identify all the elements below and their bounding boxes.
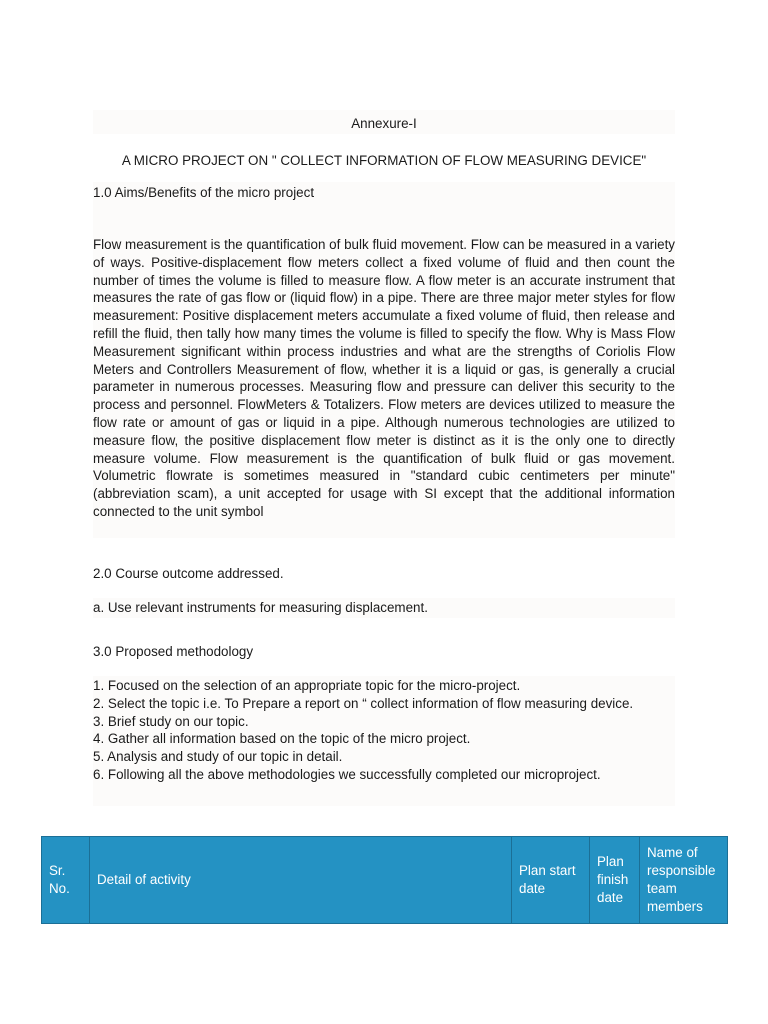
activity-table <box>41 836 728 924</box>
methodology-step: 4. Gather all information based on the topic of the micro project. <box>93 731 471 747</box>
methodology-step: 5. Analysis and study of our topic in detail. <box>93 749 343 765</box>
annexure-label: Annexure-I <box>351 116 417 131</box>
header-plan-finish-date: Plan finish date <box>590 837 640 924</box>
activity-table-header-row <box>42 837 728 924</box>
methodology-step: 6. Following all the above methodologies we successfully completed our microproject. <box>93 766 601 782</box>
section2-outcome: a. Use relevant instruments for measuring displacement. <box>93 600 428 615</box>
section1-heading: 1.0 Aims/Benefits of the micro project <box>93 185 315 200</box>
methodology-step: 2. Select the topic i.e. To Prepare a report on “ collect information of flow measuring device. <box>93 695 634 711</box>
section3-heading: 3.0 Proposed methodology <box>93 644 254 659</box>
methodology-step: 3. Brief study on our topic. <box>93 713 249 729</box>
document-title: A MICRO PROJECT ON " COLLECT INFORMATION OF FLOW MEASURING DEVICE" <box>121 153 647 168</box>
section2-heading: 2.0 Course outcome addressed. <box>93 566 284 581</box>
header-detail-of-activity: Detail of activity <box>90 837 512 924</box>
header-responsible-members: Name of responsible team members <box>640 837 728 924</box>
methodology-list <box>93 677 675 784</box>
section1-body: Flow measurement is the quantification of bulk fluid movement. Flow can be measured in a variety of ways. Positive-displacement flow meters collect a fixed volume of fluid and then count the number of times the volume is filled to measure flow. A flow meter is an accurate instrument that measures the rate of gas flow or (liquid flow) in a pipe. There are three major meter styles for flow measurement: Positive displacement meters accumulate a fixed volume of fluid, then release and refill the fluid, then tally how many times the volume is filled to specify the flow. Why is Mass Flow Measurement significant within process industries and what are the strengths of Coriolis Flow Meters and Controllers Measurement of flow, whether it is a liquid or gas, is generally a crucial parameter in numerous processes. Measuring flow and pressure can deliver this security to the process and personnel. FlowMeters & Totalizers. Flow meters are devices utilized to measure the flow rate or amount of gas or liquid in a pipe. Although numerous technologies are utilized to measure flow, the positive displacement flow meter is distinct as it is the only one to directly measure volume. Flow measurement is the quantification of bulk fluid or gas movement. Volumetric flowrate is sometimes measured in "standard cubic centimeters per minute" (abbreviation scam), a unit accepted for usage with SI except that the additional information connected to the unit symbol <box>93 237 675 519</box>
methodology-step: 1. Focused on the selection of an appropriate topic for the micro-project. <box>93 678 521 693</box>
header-sr-no: Sr. No. <box>42 837 90 924</box>
header-plan-start-date: Plan start date <box>512 837 590 924</box>
